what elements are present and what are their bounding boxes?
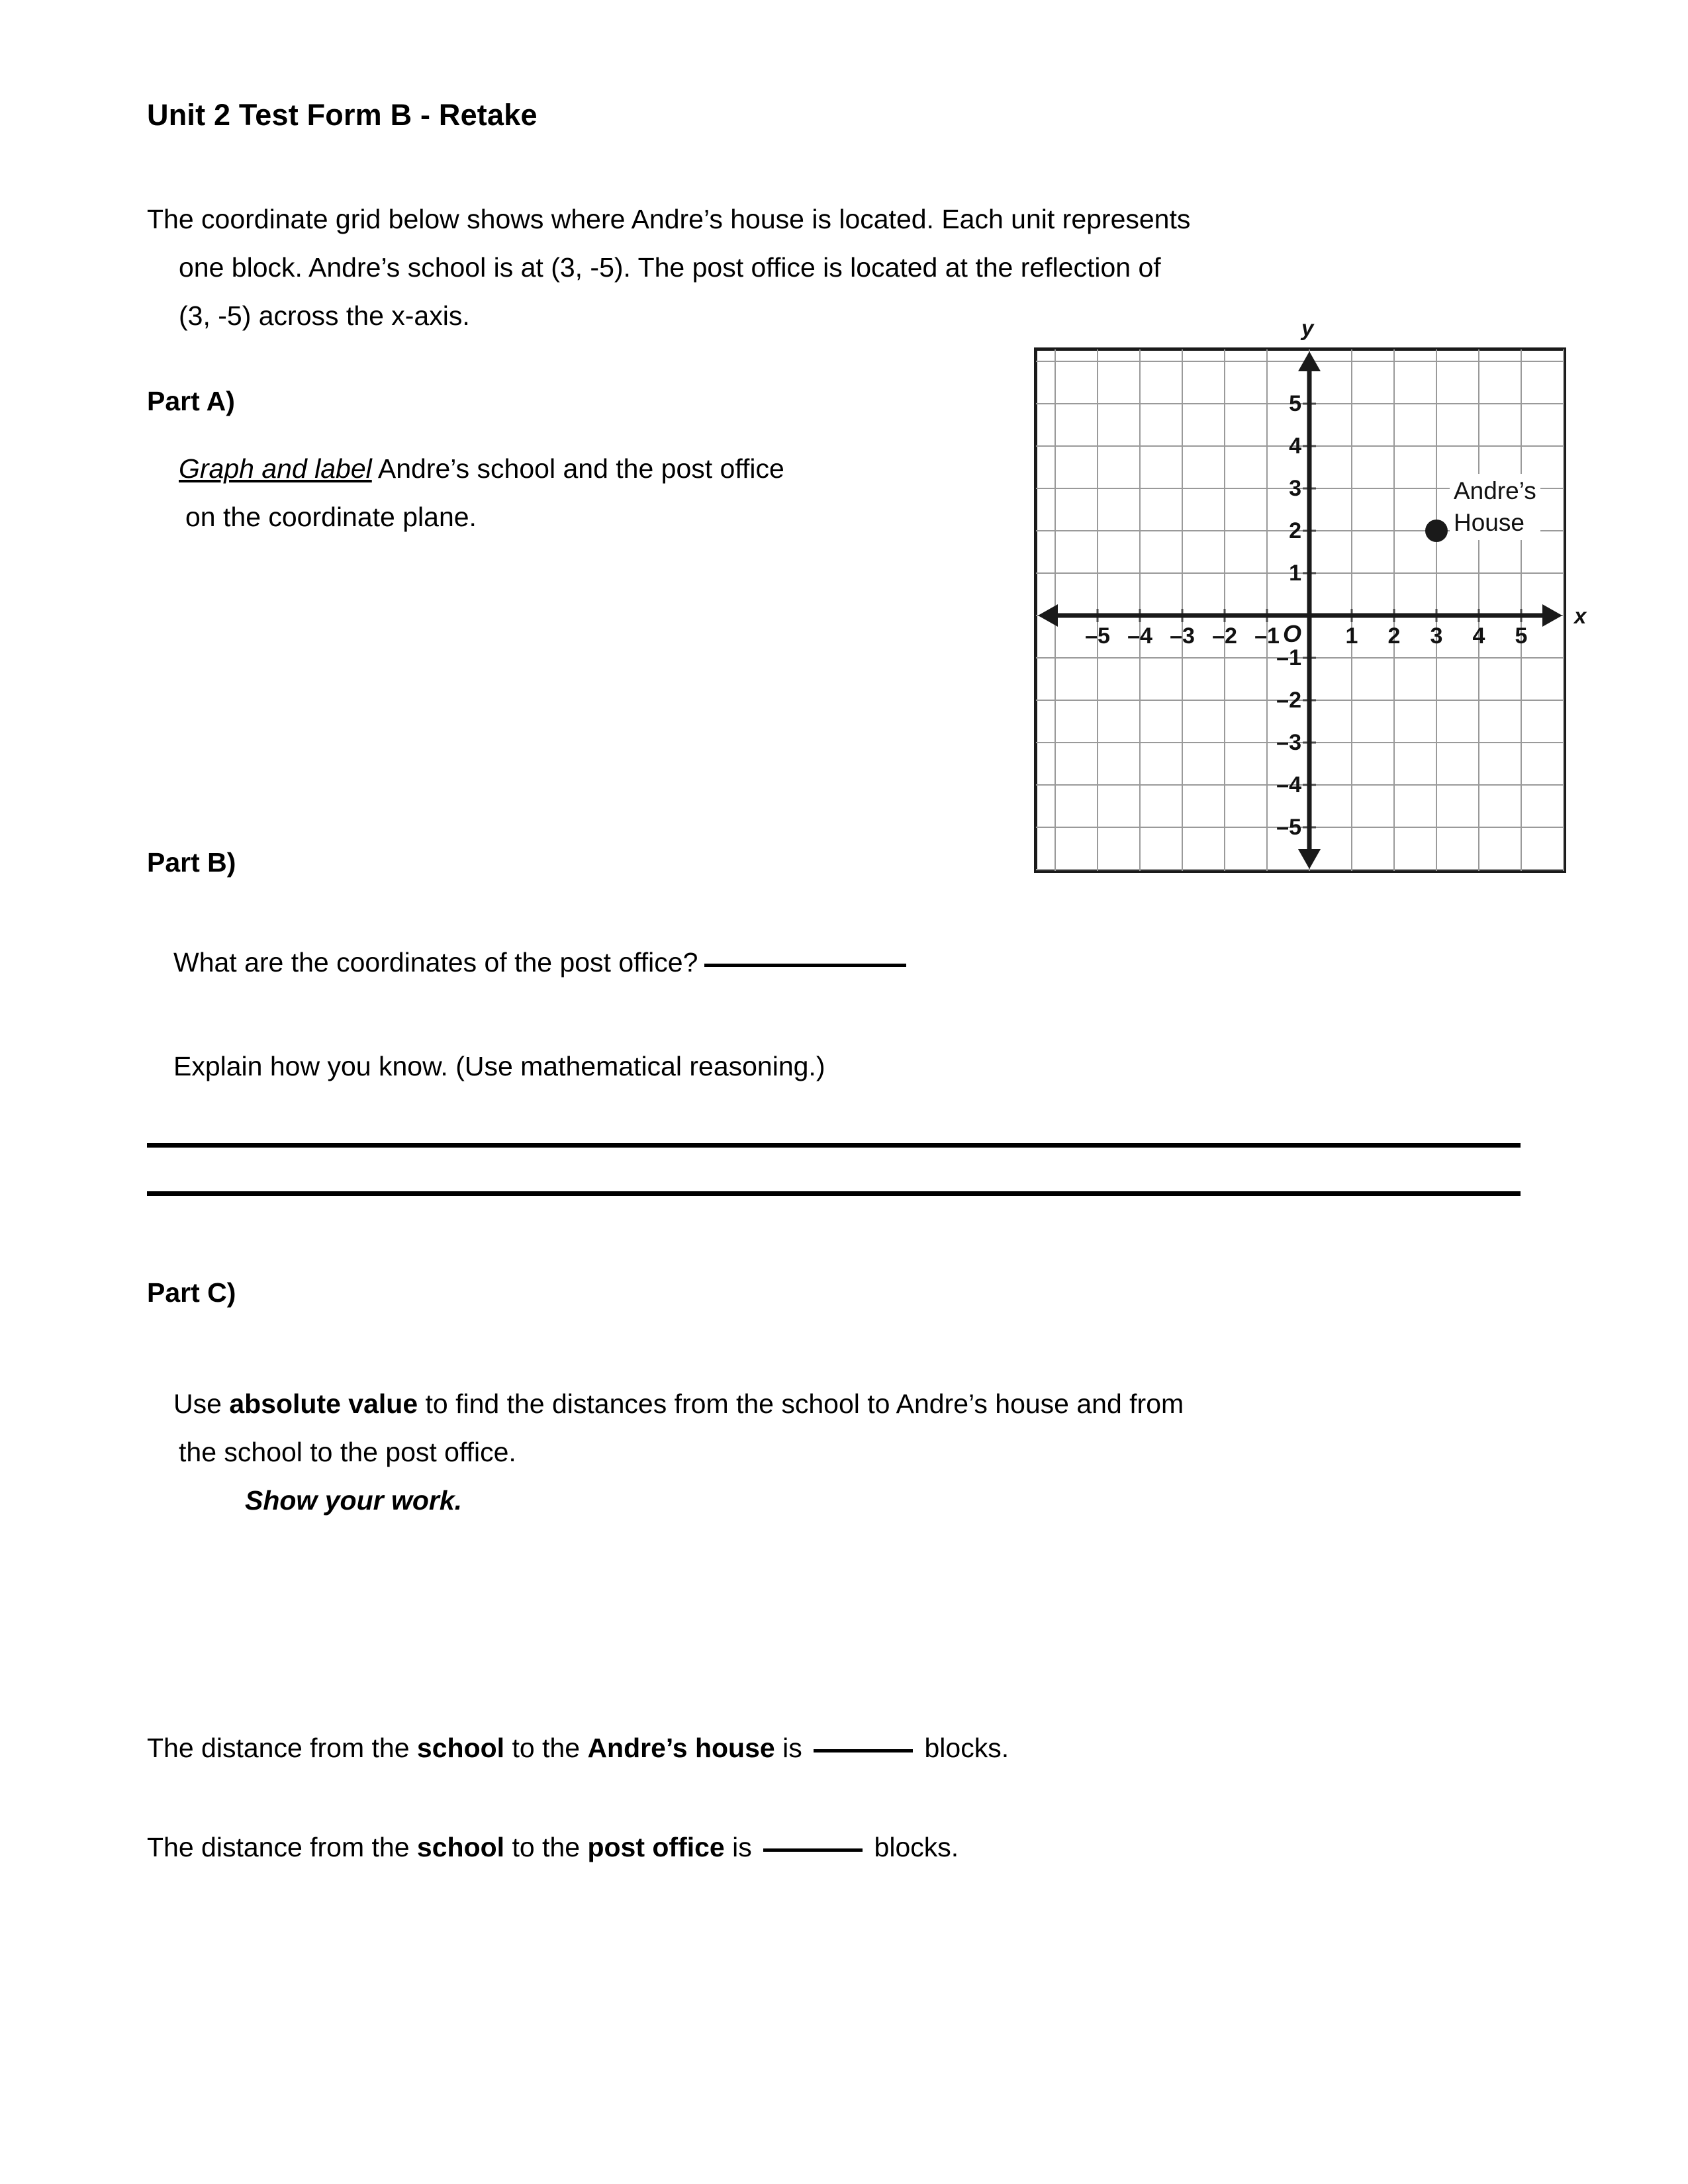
y-tick-label: 5 xyxy=(1289,391,1301,416)
andres-house-label-line-1: Andre’s xyxy=(1454,477,1536,504)
part-b-explain-prompt: Explain how you know. (Use mathematical reasoning.) xyxy=(173,1051,825,1081)
answer-line-1[interactable] xyxy=(147,1143,1521,1148)
x-tick-label: 5 xyxy=(1515,623,1528,649)
part-a-line-2: on the coordinate plane. xyxy=(185,502,477,532)
part-c-label: Part C) xyxy=(147,1277,236,1308)
y-tick-label: –2 xyxy=(1276,688,1301,713)
y-tick-label: –4 xyxy=(1276,772,1301,797)
x-tick-label: 1 xyxy=(1345,623,1358,649)
part-c-show-your-work: Show your work. xyxy=(245,1485,463,1516)
andres-house-point xyxy=(1425,520,1448,542)
distance-statement-1 xyxy=(147,1724,1471,1772)
part-c-body xyxy=(173,1380,1530,1525)
andres-house-label xyxy=(1450,474,1540,540)
x-tick-label: –4 xyxy=(1127,623,1152,649)
part-b-question xyxy=(173,938,1299,987)
x-tick-label: 4 xyxy=(1472,623,1485,649)
y-tick-label: 4 xyxy=(1289,433,1301,459)
part-b-question-text: What are the coordinates of the post office? xyxy=(173,947,698,978)
distance-2-prefix: The distance from the xyxy=(147,1832,417,1862)
part-a-line-1 xyxy=(179,445,1006,493)
intro-line-1: The coordinate grid below shows where Andre’s house is located. Each unit represents xyxy=(147,204,1191,234)
part-a-label: Part A) xyxy=(147,386,235,416)
y-tick-label: 3 xyxy=(1289,476,1301,501)
part-b-label: Part B) xyxy=(147,847,236,878)
distance-2-bold-post-office: post office xyxy=(587,1832,725,1862)
distance-2-bold-school: school xyxy=(416,1832,505,1862)
distance-2-suffix: blocks. xyxy=(867,1832,959,1862)
x-axis-label: x xyxy=(1574,604,1587,628)
distance-2-is: is xyxy=(724,1832,760,1862)
part-c-line-2: the school to the post office. xyxy=(179,1437,516,1467)
distance-2-middle: to the xyxy=(504,1832,588,1862)
part-c-line-1 xyxy=(173,1380,1530,1428)
part-c-absolute-value-emphasis: absolute value xyxy=(229,1388,418,1419)
y-tick-label: –5 xyxy=(1276,815,1301,840)
distance-1-bold-school: school xyxy=(416,1733,505,1763)
distance-1-is: is xyxy=(774,1733,810,1763)
y-tick-label: –3 xyxy=(1276,730,1301,755)
x-tick-label: –1 xyxy=(1254,623,1280,649)
distance-1-suffix: blocks. xyxy=(917,1733,1009,1763)
x-tick-label: 3 xyxy=(1430,623,1443,649)
distance-1-blank[interactable] xyxy=(814,1749,913,1752)
part-c-line-1-suffix: to find the distances from the school to Andre’s house and from xyxy=(418,1388,1184,1419)
distance-1-prefix: The distance from the xyxy=(147,1733,417,1763)
y-tick-label: 2 xyxy=(1289,518,1301,543)
intro-line-3: (3, -5) across the x-axis. xyxy=(179,300,470,331)
x-tick-label: –5 xyxy=(1085,623,1110,649)
x-tick-label: 2 xyxy=(1387,623,1401,649)
y-tick-label: –1 xyxy=(1276,645,1301,670)
y-axis-label: y xyxy=(1301,316,1314,340)
x-tick-label: –2 xyxy=(1212,623,1237,649)
part-a-line-1-rest: Andre’s school and the post office xyxy=(371,453,784,484)
y-tick-label: 1 xyxy=(1289,561,1301,586)
distance-2-blank[interactable] xyxy=(763,1848,863,1852)
intro-line-2: one block. Andre’s school is at (3, -5). The post office is located at the reflection of xyxy=(179,252,1161,283)
distance-1-middle: to the xyxy=(504,1733,588,1763)
post-office-coordinates-blank[interactable] xyxy=(704,964,906,967)
x-tick-label: –3 xyxy=(1170,623,1195,649)
part-c-line-1-prefix: Use xyxy=(173,1388,230,1419)
origin-label: O xyxy=(1283,620,1302,647)
andres-house-label-line-2: House xyxy=(1454,509,1524,536)
answer-line-2[interactable] xyxy=(147,1191,1521,1196)
intro-paragraph xyxy=(147,195,1521,340)
distance-1-bold-house: Andre’s house xyxy=(587,1733,775,1763)
part-a-emphasis: Graph and label xyxy=(179,453,372,484)
part-a-body xyxy=(179,445,1006,541)
page-title: Unit 2 Test Form B - Retake xyxy=(147,98,538,132)
distance-statement-2 xyxy=(147,1823,1471,1872)
